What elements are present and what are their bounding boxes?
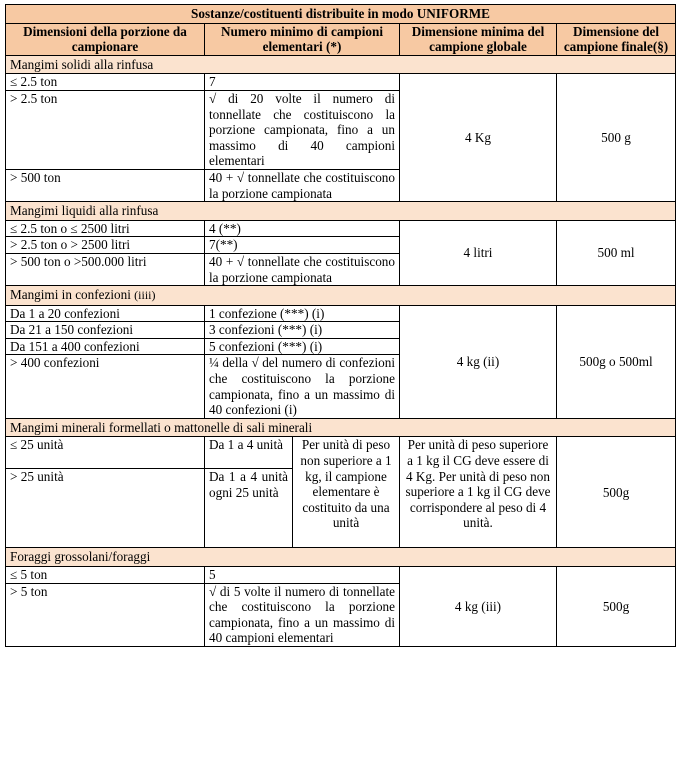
sample-count-cell: Da 1 a 4 unità: [205, 437, 293, 469]
global-sample-cell: 4 Kg: [400, 74, 557, 202]
dimension-cell: ≤ 2.5 ton o ≤ 2500 litri: [6, 220, 205, 237]
final-sample-cell: 500 ml: [557, 220, 676, 285]
table-row: [6, 220, 676, 237]
section-title-solidi: Mangimi solidi alla rinfusa: [6, 55, 676, 74]
final-sample-cell: 500g o 500ml: [557, 305, 676, 418]
header-campione-finale: Dimensione del campione finale(§): [557, 23, 676, 55]
section-title-note: (iiii): [134, 288, 156, 303]
final-sample-cell: 500 g: [557, 74, 676, 202]
sample-count-cell: ¼ della √ del numero di confezioni che costituiscono la porzione campionata, fino a un massimo di 40 confezioni (i): [205, 355, 400, 418]
dimension-cell: > 2.5 ton: [6, 90, 205, 169]
dimension-cell: ≤ 5 ton: [6, 567, 205, 584]
final-sample-cell: 500g: [557, 437, 676, 548]
dimension-cell: ≤ 25 unità: [6, 437, 205, 469]
table-row: [6, 567, 676, 584]
sample-count-cell: Da 1 a 4 unità ogni 25 unità: [205, 469, 293, 548]
dimension-cell: > 25 unità: [6, 469, 205, 548]
unit-note-cell: Per unità di peso non superiore a 1 kg, il campione elementare è costituito da una unità: [293, 437, 400, 548]
table-title: Sostanze/costituenti distribuite in modo UNIFORME: [6, 5, 676, 24]
header-numero-campioni: Numero minimo di campioni elementari (*): [205, 23, 400, 55]
section-title-minerali: Mangimi minerali formellati o mattonelle di sali minerali: [6, 418, 676, 437]
global-sample-cell: Per unità di peso superiore a 1 kg il CG deve essere di 4 Kg. Per unità di peso non superiore a 1 kg il CG deve corrispondere al peso di 4 unità.: [400, 437, 557, 548]
table-row: [6, 305, 676, 322]
dimension-cell: > 2.5 ton o > 2500 litri: [6, 237, 205, 254]
global-sample-cell: 4 kg (iii): [400, 567, 557, 647]
sample-count-cell: 5: [205, 567, 400, 584]
sample-count-cell: √ di 5 volte il numero di tonnellate che costituiscono la porzione campionata, fino a un massimo di 40 campioni elementari: [205, 583, 400, 646]
header-campione-globale: Dimensione minima del campione globale: [400, 23, 557, 55]
sample-count-cell: 1 confezione (***) (i): [205, 305, 400, 322]
section-title-foraggi: Foraggi grossolani/foraggi: [6, 548, 676, 567]
table-row: [6, 437, 676, 469]
sample-count-cell: 40 + √ tonnellate che costituiscono la porzione campionata: [205, 253, 400, 285]
sample-count-cell: 40 + √ tonnellate che costituiscono la porzione campionata: [205, 169, 400, 201]
dimension-cell: > 500 ton: [6, 169, 205, 201]
table-row: [6, 74, 676, 91]
final-sample-cell: 500g: [557, 567, 676, 647]
global-sample-cell: 4 litri: [400, 220, 557, 285]
sample-count-cell: 7: [205, 74, 400, 91]
global-sample-cell: 4 kg (ii): [400, 305, 557, 418]
sample-count-cell: √ di 20 volte il numero di tonnellate che costituiscono la porzione campionata, fino a un massimo di 40 campioni elementari: [205, 90, 400, 169]
sample-count-cell: 5 confezioni (***) (i): [205, 338, 400, 355]
dimension-cell: > 5 ton: [6, 583, 205, 646]
dimension-cell: Da 1 a 20 confezioni: [6, 305, 205, 322]
sampling-table: [5, 4, 676, 647]
dimension-cell: ≤ 2.5 ton: [6, 74, 205, 91]
header-dimensioni-porzione: Dimensioni della porzione da campionare: [6, 23, 205, 55]
sample-count-cell: 4 (**): [205, 220, 400, 237]
dimension-cell: > 400 confezioni: [6, 355, 205, 418]
sample-count-cell: 3 confezioni (***) (i): [205, 322, 400, 339]
sample-count-cell: 7(**): [205, 237, 400, 254]
section-title-liquidi: Mangimi liquidi alla rinfusa: [6, 202, 676, 221]
dimension-cell: Da 151 a 400 confezioni: [6, 338, 205, 355]
section-title-confezioni: [6, 286, 676, 306]
section-title-text: Mangimi in confezioni: [10, 287, 131, 303]
dimension-cell: > 500 ton o >500.000 litri: [6, 253, 205, 285]
dimension-cell: Da 21 a 150 confezioni: [6, 322, 205, 339]
